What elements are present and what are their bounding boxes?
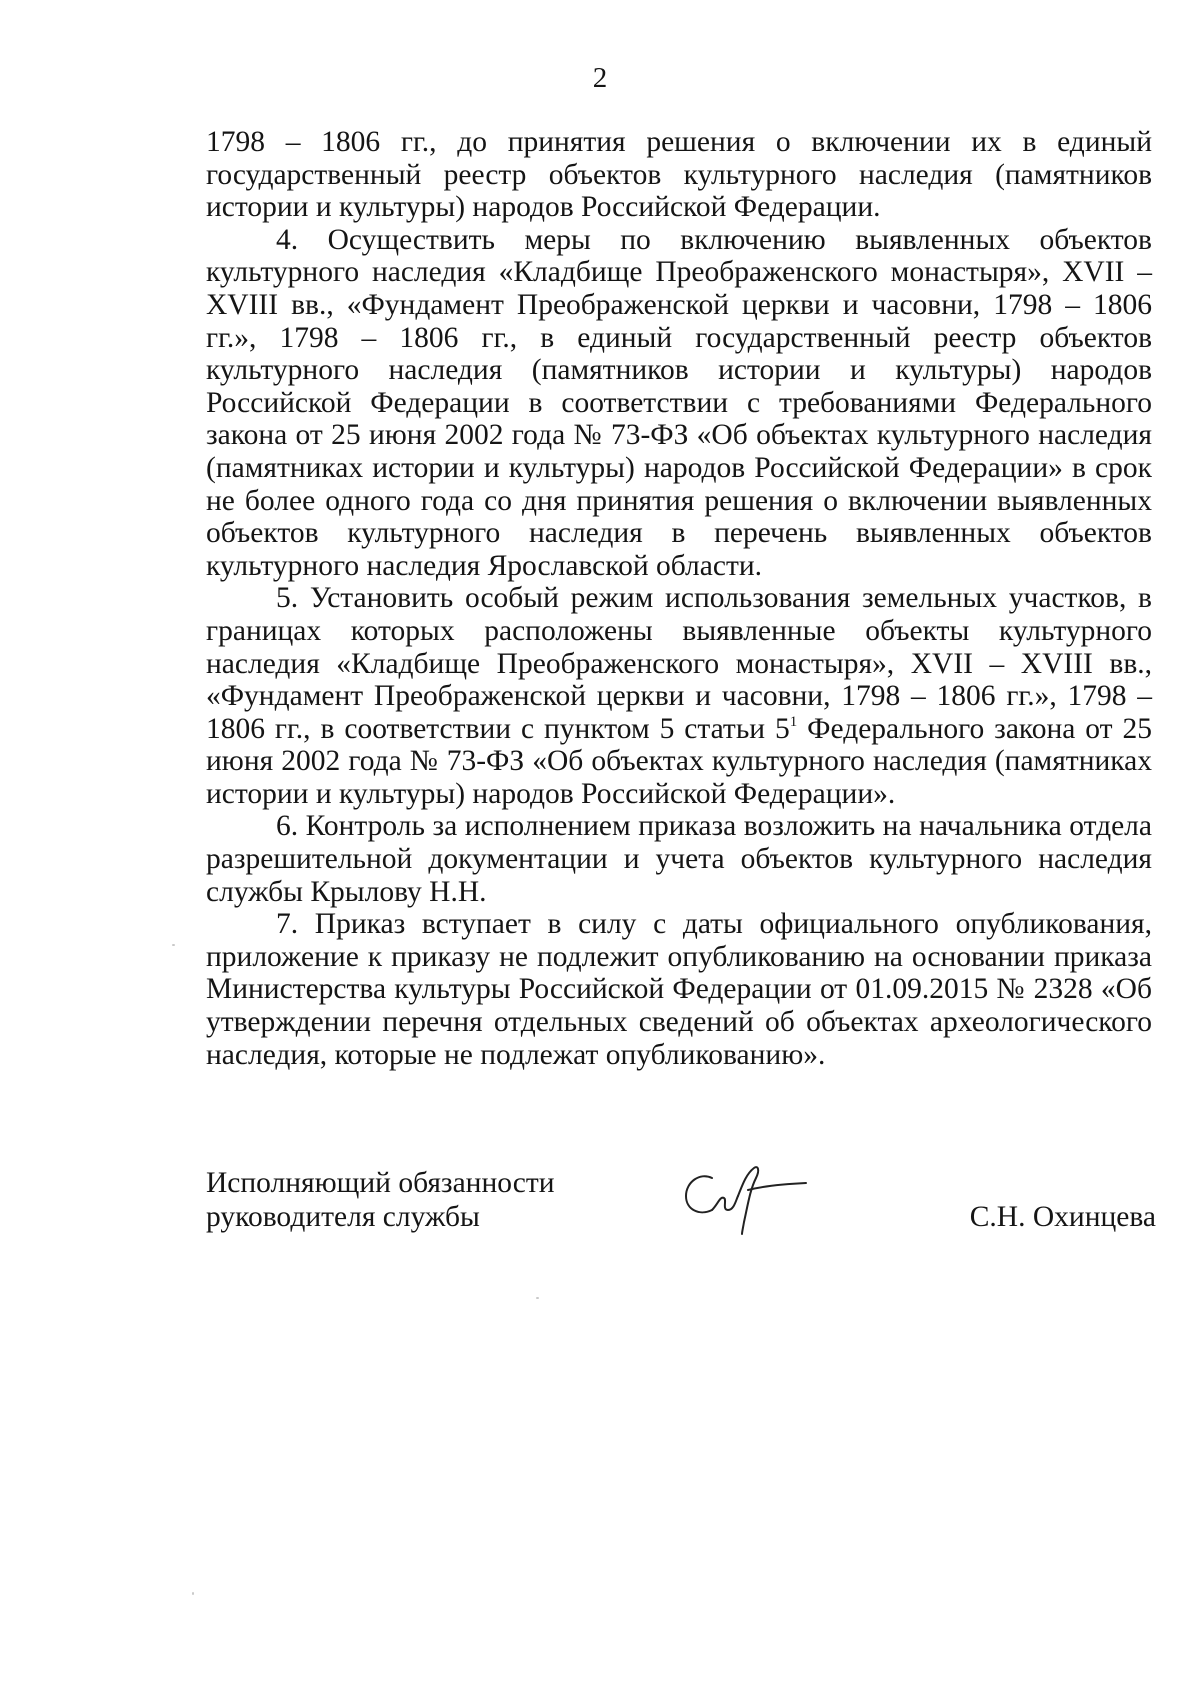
signatory-position — [206, 1166, 606, 1234]
scan-speck — [172, 944, 175, 946]
signature-block — [206, 1166, 1156, 1276]
paragraph-item-5-text: 5. Установить особый режим использования земельных участков, в границах которых расположены выявленные объекты культурного наследия «Кладбище Преображенского монастыря», XVII – XVIII вв., «Фундамент Преображенской церкви и часовни, 1798 – 1806 гг.», 1798 – 1806 гг., в соответствии с пунктом 5 статьи 5 — [206, 582, 1152, 745]
signatory-name: С.Н. Охинцева — [969, 1201, 1156, 1233]
paragraph-item-6: 6. Контроль за исполнением приказа возложить на начальника отдела разрешительной документации и учета объектов культурного наследия службы Крылову Н.Н. — [206, 810, 1152, 908]
article-superscript: 1 — [789, 713, 798, 730]
paragraph-continuation: 1798 – 1806 гг., до принятия решения о включении их в единый государственный реестр объектов культурного наследия (памятников истории и культуры) народов Российской Федерации. — [206, 126, 1152, 224]
signatory-position-line-2: руководителя службы — [206, 1201, 480, 1233]
paragraph-item-5-text-rest: Федерального закона от 25 июня 2002 года № 73-ФЗ «Об объектах культурного наследия (памятниках истории и культуры) народов Российской Федерации». — [206, 712, 1152, 810]
paragraph-item-5 — [206, 582, 1152, 810]
scan-speck — [536, 1297, 539, 1299]
scan-speck — [192, 1592, 194, 1595]
page-number: 2 — [592, 62, 608, 94]
document-body — [206, 126, 1152, 1071]
signatory-position-line-1: Исполняющий обязанности — [206, 1167, 555, 1199]
paragraph-item-7: 7. Приказ вступает в силу с даты официального опубликования, приложение к приказу не подлежит опубликованию на основании приказа Министерства культуры Российской Федерации от 01.09.2015 № 2328 «Об утверждении перечня отдельных сведений об объектах археологического наследия, которые не подлежат опубликованию». — [206, 908, 1152, 1071]
paragraph-item-4: 4. Осуществить меры по включению выявленных объектов культурного наследия «Кладбище Преображенского монастыря», XVII – XVIII вв., «Фундамент Преображенской церкви и часовни, 1798 – 1806 гг.», 1798 – 1806 гг., в единый государственный реестр объектов культурного наследия (памятников истории и культуры) народов Российской Федерации в соответствии с требованиями Федерального закона от 25 июня 2002 года № 73-ФЗ «Об объектах культурного наследия (памятниках истории и культуры) народов Российской Федерации» в срок не более одного года со дня принятия решения о включении выявленных объектов культурного наследия в перечень выявленных объектов культурного наследия Ярославской области. — [206, 223, 1152, 582]
handwritten-signature — [672, 1156, 822, 1236]
